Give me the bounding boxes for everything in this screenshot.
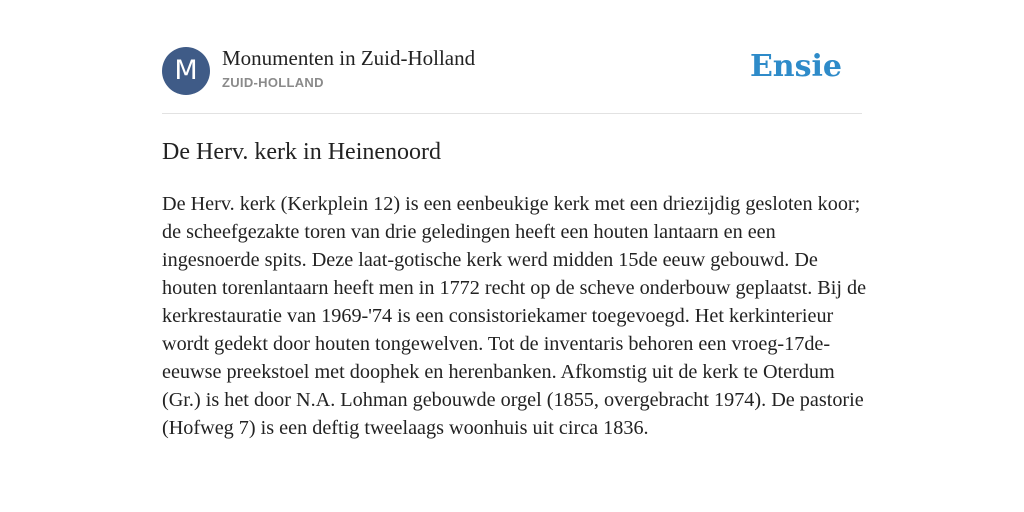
article-body: De Herv. kerk (Kerkplein 12) is een eenbeukige kerk met een driezijdig gesloten koor; de scheefgezakte toren van drie geledingen heeft een houten lantaarn en een ingesnoerde spits. Deze laat-gotische kerk werd midden 15de eeuw gebouwd. De houten torenlantaarn heeft men in 1772 recht op de scheve onderbouw geplaatst. Bij de kerkrestauratie van 1969-'74 is een consistoriekamer toegevoegd. Het kerkinterieur wordt gedekt door houten tongewelven. Tot de inventaris behoren een vroeg-17de-eeuwse preekstoel met doophek en herenbanken. Afkomstig uit de kerk te Oterdum (Gr.) is het door N.A. Lohman gebouwde orgel (1855, overgebracht 1974). De pastorie (Hofweg 7) is een deftig tweelaags woonhuis uit circa 1836.: [162, 193, 867, 439]
collection-subtitle: ZUID-HOLLAND: [222, 75, 324, 90]
avatar[interactable]: M: [162, 47, 210, 95]
collection-title-link[interactable]: Monumenten in Zuid-Holland: [222, 46, 476, 70]
header: [162, 46, 862, 96]
article-title: De Herv. kerk in Heinenoord: [162, 139, 442, 165]
brand-logo[interactable]: Ensie: [749, 49, 842, 84]
divider: [162, 113, 862, 114]
